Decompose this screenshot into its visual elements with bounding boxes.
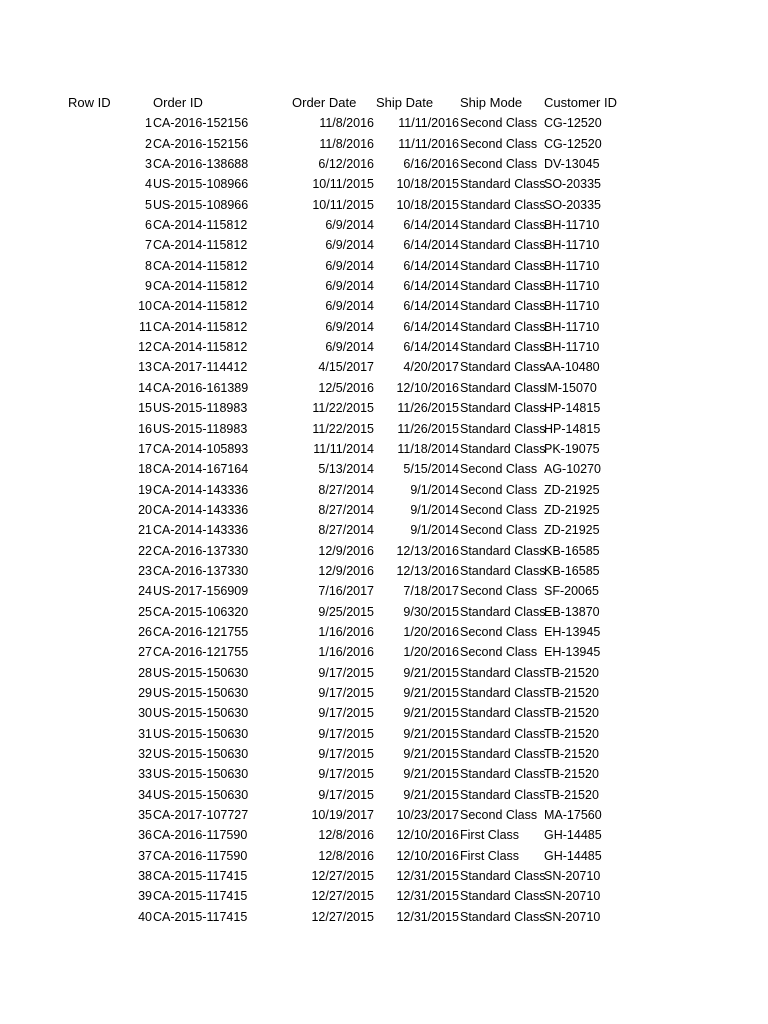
cell-customer-id: PK-19075: [544, 441, 600, 456]
cell-ship-date: 6/16/2016: [403, 157, 459, 172]
cell-order-id: US-2015-150630: [153, 767, 249, 782]
cell-row-id: 2: [145, 136, 152, 151]
cell-ship-mode: Second Class: [460, 645, 538, 660]
cell-customer-id: CG-12520: [544, 116, 602, 131]
table-row: [0, 419, 768, 439]
cell-order-date: 12/27/2015: [311, 889, 374, 904]
cell-ship-date: 1/20/2016: [403, 645, 459, 660]
cell-ship-mode: Second Class: [460, 157, 538, 172]
cell-customer-id: BH-11710: [544, 340, 600, 355]
cell-ship-date: 6/14/2014: [403, 218, 459, 233]
cell-row-id: 7: [145, 238, 152, 253]
cell-order-date: 9/17/2015: [318, 685, 374, 700]
cell-row-id: 35: [138, 808, 152, 823]
cell-row-id: 29: [138, 685, 152, 700]
cell-customer-id: AA-10480: [544, 360, 600, 375]
cell-order-id: US-2015-150630: [153, 685, 249, 700]
cell-customer-id: HP-14815: [544, 401, 601, 416]
cell-order-date: 1/16/2016: [318, 624, 374, 639]
cell-order-id: US-2017-156909: [153, 584, 249, 599]
table-row: [0, 500, 768, 520]
cell-order-date: 10/19/2017: [311, 808, 374, 823]
table-row: [0, 541, 768, 561]
cell-row-id: 16: [138, 421, 152, 436]
cell-customer-id: BH-11710: [544, 238, 600, 253]
cell-order-date: 12/5/2016: [318, 380, 374, 395]
cell-row-id: 13: [138, 360, 152, 375]
cell-ship-date: 6/14/2014: [403, 319, 459, 334]
cell-customer-id: SF-20065: [544, 584, 599, 599]
cell-ship-date: 9/21/2015: [403, 706, 459, 721]
table-row: [0, 744, 768, 764]
cell-customer-id: TB-21520: [544, 767, 599, 782]
cell-customer-id: ZD-21925: [544, 502, 600, 517]
cell-order-date: 12/27/2015: [311, 909, 374, 924]
cell-order-date: 10/11/2015: [312, 177, 374, 192]
cell-ship-date: 9/21/2015: [403, 685, 459, 700]
cell-order-date: 9/17/2015: [318, 747, 374, 761]
cell-ship-mode: Standard Class: [460, 747, 546, 761]
cell-order-id: CA-2016-137330: [153, 563, 249, 578]
cell-row-id: 24: [138, 584, 152, 599]
cell-ship-mode: Standard Class: [460, 197, 546, 212]
cell-ship-date: 6/14/2014: [403, 279, 459, 294]
cell-row-id: 31: [138, 726, 152, 741]
cell-row-id: 23: [138, 563, 152, 578]
cell-ship-mode: Second Class: [460, 502, 538, 517]
cell-order-id: CA-2016-121755: [153, 645, 249, 660]
cell-customer-id: TB-21520: [544, 787, 599, 802]
table-row: [0, 622, 768, 642]
cell-order-id: CA-2014-115812: [153, 340, 248, 355]
cell-ship-date: 5/15/2014: [403, 462, 459, 477]
cell-order-date: 6/9/2014: [325, 218, 374, 233]
cell-ship-mode: Standard Class: [460, 421, 546, 436]
table-row: [0, 561, 768, 581]
cell-order-date: 11/8/2016: [319, 116, 374, 131]
cell-ship-date: 12/10/2016: [396, 848, 459, 863]
cell-ship-mode: Standard Class: [460, 543, 546, 558]
cell-row-id: 12: [138, 340, 152, 355]
cell-ship-mode: Standard Class: [460, 767, 546, 782]
cell-order-date: 9/25/2015: [318, 604, 374, 619]
header-row-id: Row ID: [68, 95, 111, 110]
table-row: [0, 480, 768, 500]
cell-order-date: 12/9/2016: [318, 543, 374, 558]
cell-customer-id: EH-13945: [544, 624, 601, 639]
table-row: [0, 785, 768, 805]
cell-customer-id: SO-20335: [544, 197, 601, 212]
cell-ship-date: 11/11/2016: [398, 136, 459, 151]
cell-order-id: US-2015-150630: [153, 787, 249, 802]
cell-customer-id: BH-11710: [544, 299, 600, 314]
table-row: [0, 724, 768, 744]
cell-row-id: 36: [138, 828, 152, 843]
cell-ship-mode: Second Class: [460, 808, 538, 823]
cell-ship-date: 6/14/2014: [403, 238, 459, 253]
cell-order-date: 12/27/2015: [311, 869, 374, 884]
cell-ship-date: 12/31/2015: [396, 869, 459, 884]
cell-customer-id: AG-10270: [544, 462, 601, 477]
cell-row-id: 14: [138, 380, 152, 395]
cell-ship-date: 6/14/2014: [403, 258, 459, 273]
cell-order-id: CA-2016-117590: [153, 828, 248, 843]
cell-ship-mode: Standard Class: [460, 279, 546, 294]
table-row: [0, 195, 768, 215]
cell-row-id: 39: [138, 889, 152, 904]
cell-customer-id: ZD-21925: [544, 523, 600, 538]
cell-ship-date: 4/20/2017: [403, 360, 459, 375]
cell-ship-mode: Standard Class: [460, 685, 546, 700]
cell-row-id: 15: [138, 401, 152, 416]
cell-row-id: 21: [138, 523, 152, 538]
cell-ship-date: 9/21/2015: [403, 787, 459, 802]
cell-ship-date: 12/31/2015: [396, 889, 459, 904]
cell-customer-id: GH-14485: [544, 848, 602, 863]
cell-order-date: 9/17/2015: [318, 767, 374, 782]
cell-row-id: 25: [138, 604, 152, 619]
table-row: [0, 235, 768, 255]
table-row: [0, 866, 768, 886]
cell-ship-mode: Standard Class: [460, 177, 546, 192]
cell-ship-date: 6/14/2014: [403, 299, 459, 314]
header-customer-id: Customer ID: [544, 95, 617, 110]
table-row: [0, 764, 768, 784]
cell-row-id: 9: [145, 279, 152, 294]
cell-order-date: 12/9/2016: [318, 563, 374, 578]
cell-order-id: CA-2016-138688: [153, 157, 249, 172]
cell-row-id: 3: [145, 157, 152, 172]
header-ship-mode: Ship Mode: [460, 95, 523, 110]
cell-ship-date: 7/18/2017: [403, 584, 459, 599]
cell-order-id: CA-2015-106320: [153, 604, 249, 619]
cell-customer-id: TB-21520: [544, 685, 599, 700]
cell-ship-date: 6/14/2014: [403, 340, 459, 355]
cell-order-id: CA-2016-117590: [153, 848, 248, 863]
cell-ship-mode: Standard Class: [460, 441, 546, 456]
cell-order-id: CA-2014-143336: [153, 502, 249, 517]
cell-order-id: CA-2014-105893: [153, 441, 249, 456]
cell-order-date: 1/16/2016: [318, 645, 374, 660]
table-row: [0, 825, 768, 845]
cell-order-id: CA-2015-117415: [153, 889, 248, 904]
cell-customer-id: IM-15070: [544, 380, 597, 395]
cell-order-date: 8/27/2014: [318, 502, 374, 517]
cell-customer-id: SN-20710: [544, 889, 601, 904]
cell-customer-id: SN-20710: [544, 869, 601, 884]
table-row: [0, 154, 768, 174]
cell-order-date: 4/15/2017: [318, 360, 374, 375]
cell-row-id: 6: [145, 218, 152, 233]
table-row: [0, 886, 768, 906]
cell-customer-id: KB-16585: [544, 543, 600, 558]
cell-order-id: CA-2015-117415: [153, 909, 248, 924]
cell-order-id: CA-2014-115812: [153, 238, 248, 253]
cell-ship-mode: Second Class: [460, 116, 538, 131]
cell-order-id: CA-2014-115812: [153, 218, 248, 233]
cell-order-date: 11/22/2015: [312, 401, 374, 416]
cell-ship-date: 12/13/2016: [396, 563, 459, 578]
cell-row-id: 38: [138, 869, 152, 884]
cell-order-id: CA-2016-161389: [153, 380, 249, 395]
table-row: [0, 378, 768, 398]
table-row: [0, 663, 768, 683]
header-order-date: Order Date: [292, 95, 357, 110]
cell-row-id: 20: [138, 502, 152, 517]
cell-row-id: 4: [145, 177, 152, 192]
cell-order-date: 6/12/2016: [318, 157, 374, 172]
cell-ship-date: 1/20/2016: [403, 624, 459, 639]
cell-ship-mode: First Class: [460, 848, 520, 863]
cell-ship-mode: Second Class: [460, 624, 538, 639]
cell-ship-mode: Second Class: [460, 462, 538, 477]
table-row: [0, 907, 768, 927]
cell-row-id: 26: [138, 624, 152, 639]
cell-order-id: CA-2014-115812: [153, 319, 248, 334]
cell-ship-date: 9/21/2015: [403, 767, 459, 782]
cell-ship-mode: Standard Class: [460, 563, 546, 578]
table-row: [0, 642, 768, 662]
cell-order-id: CA-2014-167164: [153, 462, 249, 477]
cell-order-id: CA-2016-137330: [153, 543, 249, 558]
cell-customer-id: KB-16585: [544, 563, 600, 578]
cell-customer-id: BH-11710: [544, 279, 600, 294]
cell-ship-mode: Second Class: [460, 584, 538, 599]
cell-ship-mode: Standard Class: [460, 319, 546, 334]
table-row: [0, 296, 768, 316]
cell-order-id: CA-2014-143336: [153, 482, 249, 497]
cell-ship-date: 10/18/2015: [396, 197, 459, 212]
cell-ship-date: 12/13/2016: [396, 543, 459, 558]
cell-ship-date: 12/31/2015: [396, 909, 459, 924]
table-body: [0, 113, 768, 927]
cell-row-id: 34: [138, 787, 152, 802]
cell-order-date: 9/17/2015: [318, 706, 374, 721]
cell-order-id: US-2015-108966: [153, 197, 249, 212]
cell-row-id: 1: [145, 116, 152, 131]
cell-ship-date: 10/18/2015: [396, 177, 459, 192]
cell-order-date: 10/11/2015: [312, 197, 374, 212]
cell-customer-id: CG-12520: [544, 136, 602, 151]
cell-order-date: 12/8/2016: [318, 828, 374, 843]
cell-order-id: CA-2014-143336: [153, 523, 249, 538]
cell-customer-id: HP-14815: [544, 421, 601, 436]
cell-customer-id: EH-13945: [544, 645, 601, 660]
cell-row-id: 5: [145, 197, 152, 212]
cell-order-id: US-2015-108966: [153, 177, 249, 192]
cell-row-id: 18: [138, 462, 152, 477]
table-row: [0, 439, 768, 459]
cell-ship-date: 10/23/2017: [396, 808, 459, 823]
table-row: [0, 846, 768, 866]
cell-order-id: US-2015-150630: [153, 665, 249, 680]
table-row: [0, 317, 768, 337]
cell-ship-mode: Standard Class: [460, 604, 546, 619]
cell-order-date: 6/9/2014: [325, 319, 374, 334]
cell-ship-mode: Standard Class: [460, 360, 546, 375]
cell-ship-date: 11/11/2016: [398, 116, 459, 131]
header-order-id: Order ID: [153, 95, 203, 110]
cell-order-id: CA-2015-117415: [153, 869, 248, 884]
cell-order-id: CA-2014-115812: [153, 299, 248, 314]
cell-ship-date: 9/1/2014: [410, 523, 459, 538]
cell-row-id: 37: [138, 848, 152, 863]
cell-ship-mode: First Class: [460, 828, 520, 843]
cell-row-id: 27: [138, 645, 152, 660]
cell-ship-mode: Standard Class: [460, 889, 546, 904]
cell-ship-date: 9/21/2015: [403, 726, 459, 741]
cell-customer-id: EB-13870: [544, 604, 600, 619]
cell-ship-mode: Standard Class: [460, 299, 546, 314]
cell-ship-mode: Standard Class: [460, 238, 546, 253]
table-row: [0, 113, 768, 133]
header-row: [0, 93, 768, 113]
cell-order-id: CA-2014-115812: [153, 258, 248, 273]
cell-order-date: 11/11/2014: [313, 441, 374, 456]
cell-customer-id: SN-20710: [544, 909, 601, 924]
cell-customer-id: BH-11710: [544, 258, 600, 273]
cell-row-id: 17: [138, 441, 152, 456]
cell-row-id: 8: [145, 258, 152, 273]
header-ship-date: Ship Date: [376, 95, 434, 110]
cell-ship-mode: Standard Class: [460, 869, 546, 884]
cell-customer-id: MA-17560: [544, 808, 602, 823]
cell-order-date: 6/9/2014: [325, 258, 374, 273]
cell-order-date: 11/22/2015: [312, 421, 374, 436]
cell-order-id: CA-2016-152156: [153, 116, 249, 131]
cell-ship-date: 9/21/2015: [403, 665, 459, 680]
cell-row-id: 28: [138, 665, 152, 680]
cell-customer-id: GH-14485: [544, 828, 602, 843]
cell-ship-mode: Standard Class: [460, 401, 546, 416]
table-row: [0, 398, 768, 418]
cell-customer-id: DV-13045: [544, 157, 600, 172]
cell-order-date: 12/8/2016: [318, 848, 374, 863]
cell-order-date: 6/9/2014: [325, 299, 374, 314]
cell-ship-date: 11/26/2015: [397, 401, 459, 416]
cell-customer-id: TB-21520: [544, 726, 599, 741]
table-row: [0, 459, 768, 479]
table-row: [0, 602, 768, 622]
cell-row-id: 11: [139, 319, 152, 334]
table-row: [0, 357, 768, 377]
cell-row-id: 22: [138, 543, 152, 558]
cell-order-id: CA-2016-121755: [153, 624, 249, 639]
cell-ship-mode: Standard Class: [460, 787, 546, 802]
cell-ship-mode: Standard Class: [460, 726, 546, 741]
cell-ship-date: 9/1/2014: [410, 502, 459, 517]
cell-ship-mode: Standard Class: [460, 706, 546, 721]
cell-row-id: 30: [138, 706, 152, 721]
cell-ship-date: 11/26/2015: [397, 421, 459, 436]
cell-row-id: 33: [138, 767, 152, 782]
table-row: [0, 174, 768, 194]
cell-order-date: 9/17/2015: [318, 787, 374, 802]
table-row: [0, 805, 768, 825]
cell-order-date: 8/27/2014: [318, 482, 374, 497]
cell-order-date: 9/17/2015: [318, 665, 374, 680]
table-row: [0, 683, 768, 703]
cell-row-id: 19: [138, 482, 152, 497]
cell-customer-id: TB-21520: [544, 706, 599, 721]
cell-row-id: 32: [138, 747, 152, 761]
cell-order-id: US-2015-118983: [153, 421, 248, 436]
cell-ship-mode: Second Class: [460, 482, 538, 497]
cell-row-id: 10: [138, 299, 152, 314]
cell-ship-date: 12/10/2016: [396, 380, 459, 395]
cell-ship-mode: Second Class: [460, 523, 538, 538]
cell-customer-id: TB-21520: [544, 747, 599, 761]
cell-ship-mode: Standard Class: [460, 340, 546, 355]
table-row: [0, 520, 768, 540]
cell-ship-mode: Standard Class: [460, 258, 546, 273]
cell-ship-date: 9/21/2015: [403, 747, 459, 761]
cell-customer-id: TB-21520: [544, 665, 599, 680]
table-row: [0, 215, 768, 235]
cell-order-date: 5/13/2014: [318, 462, 374, 477]
cell-order-id: CA-2017-114412: [153, 360, 248, 375]
cell-customer-id: BH-11710: [544, 319, 600, 334]
cell-order-id: US-2015-150630: [153, 726, 249, 741]
cell-order-date: 6/9/2014: [325, 238, 374, 253]
table-row: [0, 276, 768, 296]
cell-order-id: US-2015-150630: [153, 747, 249, 761]
cell-ship-mode: Standard Class: [460, 380, 546, 395]
cell-order-date: 6/9/2014: [325, 340, 374, 355]
cell-ship-date: 11/18/2014: [397, 441, 459, 456]
cell-ship-date: 9/1/2014: [410, 482, 459, 497]
cell-order-date: 8/27/2014: [318, 523, 374, 538]
cell-ship-mode: Second Class: [460, 136, 538, 151]
table-row: [0, 134, 768, 154]
cell-order-date: 11/8/2016: [319, 136, 374, 151]
cell-order-id: US-2015-150630: [153, 706, 249, 721]
cell-ship-date: 9/30/2015: [403, 604, 459, 619]
cell-order-date: 9/17/2015: [318, 726, 374, 741]
cell-order-id: CA-2016-152156: [153, 136, 249, 151]
cell-order-id: CA-2014-115812: [153, 279, 248, 294]
table-row: [0, 703, 768, 723]
cell-order-id: US-2015-118983: [153, 401, 248, 416]
cell-order-date: 6/9/2014: [325, 279, 374, 294]
cell-order-id: CA-2017-107727: [153, 808, 249, 823]
orders-sheet: [0, 93, 768, 927]
cell-row-id: 40: [138, 909, 152, 924]
cell-customer-id: SO-20335: [544, 177, 601, 192]
table-row: [0, 337, 768, 357]
cell-order-date: 7/16/2017: [318, 584, 374, 599]
cell-customer-id: BH-11710: [544, 218, 600, 233]
table-row: [0, 256, 768, 276]
table-row: [0, 581, 768, 601]
cell-ship-mode: Standard Class: [460, 909, 546, 924]
cell-ship-mode: Standard Class: [460, 665, 546, 680]
cell-ship-mode: Standard Class: [460, 218, 546, 233]
cell-ship-date: 12/10/2016: [396, 828, 459, 843]
cell-customer-id: ZD-21925: [544, 482, 600, 497]
